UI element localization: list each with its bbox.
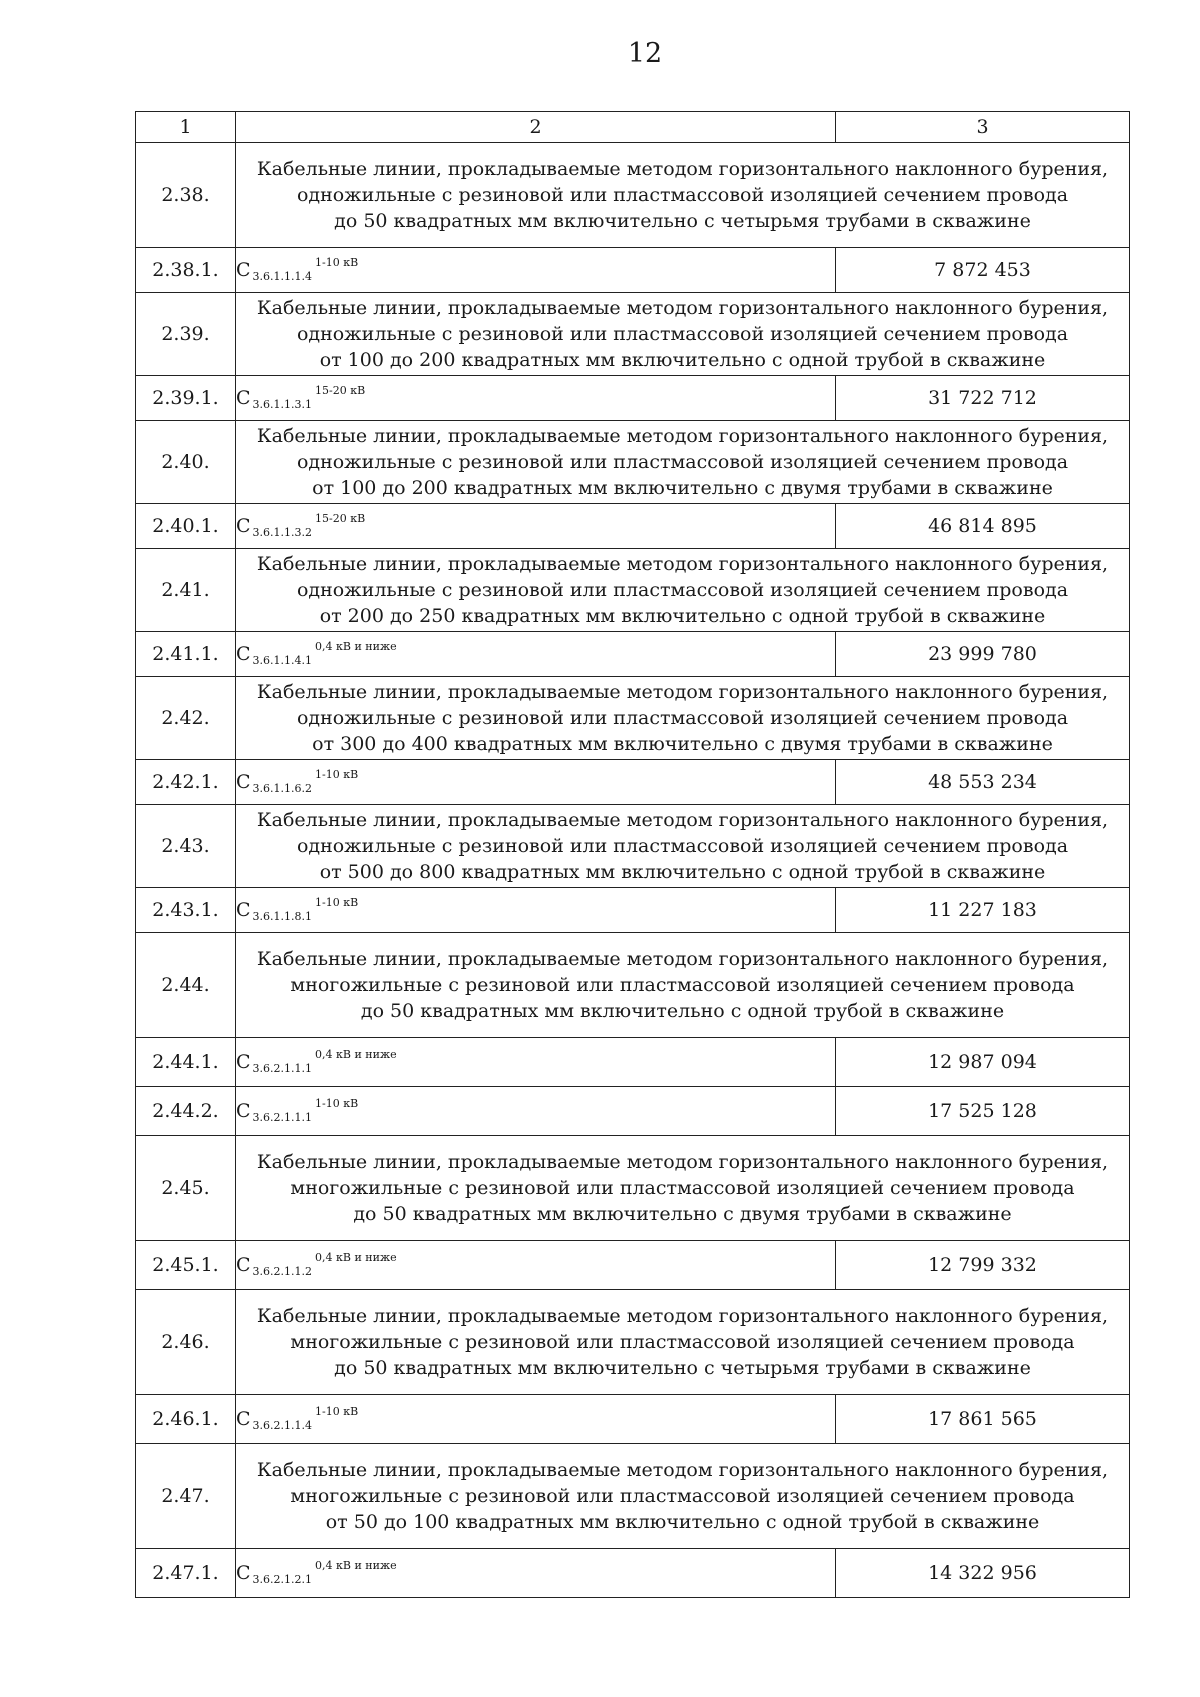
description-line: от 200 до 250 квадратных мм включительно с одной трубой в скважине	[319, 605, 1046, 627]
item-number: 2.38.1.	[136, 248, 236, 293]
section-description	[236, 1136, 1130, 1241]
description-line: от 50 до 100 квадратных мм включительно с одной трубой в скважине	[325, 1511, 1040, 1533]
rate-code-letter: C	[236, 515, 251, 537]
section-row	[136, 1290, 1130, 1395]
item-number: 2.40.1.	[136, 504, 236, 549]
description-line: Кабельные линии, прокладываемые методом горизонтального наклонного бурения,	[256, 1459, 1109, 1481]
item-number: 2.44.1.	[136, 1038, 236, 1087]
item-row	[136, 248, 1130, 293]
item-row	[136, 1549, 1130, 1598]
rate-code-letter: C	[236, 1100, 251, 1122]
rate-code	[236, 1241, 836, 1290]
section-number: 2.44.	[136, 933, 236, 1038]
rate-code-index: 3.6.1.1.4.1	[252, 654, 313, 667]
voltage-class: 1-10 кВ	[315, 1097, 359, 1110]
rate-code	[236, 1087, 836, 1136]
voltage-class: 0,4 кВ и ниже	[315, 640, 397, 653]
section-row	[136, 143, 1130, 248]
item-row	[136, 888, 1130, 933]
rate-code-index: 3.6.2.1.2.1	[252, 1573, 313, 1586]
rate-code	[236, 888, 836, 933]
rate-code	[236, 1395, 836, 1444]
description-line: до 50 квадратных мм включительно с четырьмя трубами в скважине	[334, 210, 1031, 232]
rate-value: 23 999 780	[836, 632, 1130, 677]
description-line: одножильные с резиновой или пластмассовой изоляцией сечением провода	[296, 707, 1069, 729]
description-line: Кабельные линии, прокладываемые методом горизонтального наклонного бурения,	[256, 425, 1109, 447]
item-number: 2.44.2.	[136, 1087, 236, 1136]
description-line: многожильные с резиновой или пластмассовой изоляцией сечением провода	[290, 1331, 1075, 1353]
section-description	[236, 805, 1130, 888]
rate-code-index: 3.6.1.1.6.2	[252, 782, 313, 795]
description-line: Кабельные линии, прокладываемые методом горизонтального наклонного бурения,	[256, 681, 1109, 703]
description-line: Кабельные линии, прокладываемые методом горизонтального наклонного бурения,	[256, 809, 1109, 831]
section-row	[136, 805, 1130, 888]
rate-value: 7 872 453	[836, 248, 1130, 293]
section-number: 2.39.	[136, 293, 236, 376]
rate-code-letter: C	[236, 387, 251, 409]
section-row	[136, 549, 1130, 632]
item-number: 2.43.1.	[136, 888, 236, 933]
rate-code	[236, 632, 836, 677]
column-header-3: 3	[836, 112, 1130, 143]
section-description	[236, 421, 1130, 504]
rate-value: 12 799 332	[836, 1241, 1130, 1290]
item-row	[136, 1241, 1130, 1290]
voltage-class: 1-10 кВ	[315, 768, 359, 781]
rate-code-letter: C	[236, 899, 251, 921]
rate-code-letter: C	[236, 1408, 251, 1430]
page-number: 12	[627, 38, 663, 69]
description-line: Кабельные линии, прокладываемые методом горизонтального наклонного бурения,	[256, 1151, 1109, 1173]
rate-value: 46 814 895	[836, 504, 1130, 549]
rate-code-index: 3.6.2.1.1.1	[252, 1062, 313, 1075]
rate-code-index: 3.6.1.1.1.4	[252, 270, 313, 283]
voltage-class: 1-10 кВ	[315, 896, 359, 909]
item-row	[136, 504, 1130, 549]
rate-value: 48 553 234	[836, 760, 1130, 805]
item-number: 2.47.1.	[136, 1549, 236, 1598]
section-row	[136, 421, 1130, 504]
item-number: 2.41.1.	[136, 632, 236, 677]
voltage-class: 0,4 кВ и ниже	[315, 1048, 397, 1061]
voltage-class: 1-10 кВ	[315, 1405, 359, 1418]
item-number: 2.46.1.	[136, 1395, 236, 1444]
rate-code-index: 3.6.2.1.1.4	[252, 1419, 313, 1432]
rate-code	[236, 760, 836, 805]
section-row	[136, 677, 1130, 760]
item-number: 2.42.1.	[136, 760, 236, 805]
voltage-class: 0,4 кВ и ниже	[315, 1251, 397, 1264]
rate-value: 31 722 712	[836, 376, 1130, 421]
section-row	[136, 1136, 1130, 1241]
description-line: одножильные с резиновой или пластмассовой изоляцией сечением провода	[296, 184, 1069, 206]
section-row	[136, 293, 1130, 376]
description-line: Кабельные линии, прокладываемые методом горизонтального наклонного бурения,	[256, 158, 1109, 180]
column-header-1: 1	[136, 112, 236, 143]
rate-value: 11 227 183	[836, 888, 1130, 933]
item-row	[136, 1395, 1130, 1444]
voltage-class: 15-20 кВ	[315, 512, 366, 525]
rate-code	[236, 376, 836, 421]
description-line: многожильные с резиновой или пластмассовой изоляцией сечением провода	[290, 1177, 1075, 1199]
rate-code-letter: C	[236, 259, 251, 281]
description-line: одножильные с резиновой или пластмассовой изоляцией сечением провода	[296, 579, 1069, 601]
rate-code	[236, 1549, 836, 1598]
item-row	[136, 632, 1130, 677]
description-line: одножильные с резиновой или пластмассовой изоляцией сечением провода	[296, 835, 1069, 857]
description-line: Кабельные линии, прокладываемые методом горизонтального наклонного бурения,	[256, 553, 1109, 575]
rate-value: 17 861 565	[836, 1395, 1130, 1444]
section-description	[236, 933, 1130, 1038]
section-number: 2.41.	[136, 549, 236, 632]
section-description	[236, 677, 1130, 760]
rate-code	[236, 248, 836, 293]
item-row	[136, 1087, 1130, 1136]
rate-code-index: 3.6.1.1.3.1	[252, 398, 313, 411]
rate-code	[236, 1038, 836, 1087]
voltage-class: 15-20 кВ	[315, 384, 366, 397]
item-number: 2.39.1.	[136, 376, 236, 421]
section-number: 2.45.	[136, 1136, 236, 1241]
rate-code-index: 3.6.2.1.1.2	[252, 1265, 313, 1278]
description-line: одножильные с резиновой или пластмассовой изоляцией сечением провода	[296, 451, 1069, 473]
voltage-class: 1-10 кВ	[315, 256, 359, 269]
description-line: от 300 до 400 квадратных мм включительно с двумя трубами в скважине	[312, 733, 1053, 755]
item-row	[136, 1038, 1130, 1087]
rate-code-letter: C	[236, 771, 251, 793]
item-row	[136, 760, 1130, 805]
section-description	[236, 143, 1130, 248]
section-description	[236, 1290, 1130, 1395]
header-row	[136, 112, 1130, 143]
description-line: до 50 квадратных мм включительно с четырьмя трубами в скважине	[334, 1357, 1031, 1379]
column-header-2: 2	[236, 112, 836, 143]
item-row	[136, 376, 1130, 421]
section-number: 2.40.	[136, 421, 236, 504]
section-description	[236, 549, 1130, 632]
rate-code-index: 3.6.1.1.3.2	[252, 526, 313, 539]
section-number: 2.42.	[136, 677, 236, 760]
description-line: от 500 до 800 квадратных мм включительно с одной трубой в скважине	[319, 861, 1046, 883]
rate-code-index: 3.6.1.1.8.1	[252, 910, 313, 923]
item-number: 2.45.1.	[136, 1241, 236, 1290]
rate-value: 17 525 128	[836, 1087, 1130, 1136]
tariff-table	[135, 111, 1130, 1598]
description-line: от 100 до 200 квадратных мм включительно с одной трубой в скважине	[319, 349, 1046, 371]
description-line: Кабельные линии, прокладываемые методом горизонтального наклонного бурения,	[256, 297, 1109, 319]
rate-value: 14 322 956	[836, 1549, 1130, 1598]
voltage-class: 0,4 кВ и ниже	[315, 1559, 397, 1572]
description-line: от 100 до 200 квадратных мм включительно с двумя трубами в скважине	[312, 477, 1053, 499]
description-line: Кабельные линии, прокладываемые методом горизонтального наклонного бурения,	[256, 948, 1109, 970]
description-line: одножильные с резиновой или пластмассовой изоляцией сечением провода	[296, 323, 1069, 345]
rate-code-letter: C	[236, 1562, 251, 1584]
description-line: до 50 квадратных мм включительно с одной трубой в скважине	[360, 1000, 1005, 1022]
section-description	[236, 1444, 1130, 1549]
rate-code-letter: C	[236, 1051, 251, 1073]
description-line: до 50 квадратных мм включительно с двумя трубами в скважине	[353, 1203, 1012, 1225]
rate-value: 12 987 094	[836, 1038, 1130, 1087]
section-number: 2.47.	[136, 1444, 236, 1549]
description-line: многожильные с резиновой или пластмассовой изоляцией сечением провода	[290, 974, 1075, 996]
description-line: Кабельные линии, прокладываемые методом горизонтального наклонного бурения,	[256, 1305, 1109, 1327]
rate-code-letter: C	[236, 643, 251, 665]
rate-code-letter: C	[236, 1254, 251, 1276]
section-row	[136, 933, 1130, 1038]
section-number: 2.43.	[136, 805, 236, 888]
description-line: многожильные с резиновой или пластмассовой изоляцией сечением провода	[290, 1485, 1075, 1507]
section-description	[236, 293, 1130, 376]
section-number: 2.38.	[136, 143, 236, 248]
rate-code-index: 3.6.2.1.1.1	[252, 1111, 313, 1124]
rate-code	[236, 504, 836, 549]
section-number: 2.46.	[136, 1290, 236, 1395]
section-row	[136, 1444, 1130, 1549]
